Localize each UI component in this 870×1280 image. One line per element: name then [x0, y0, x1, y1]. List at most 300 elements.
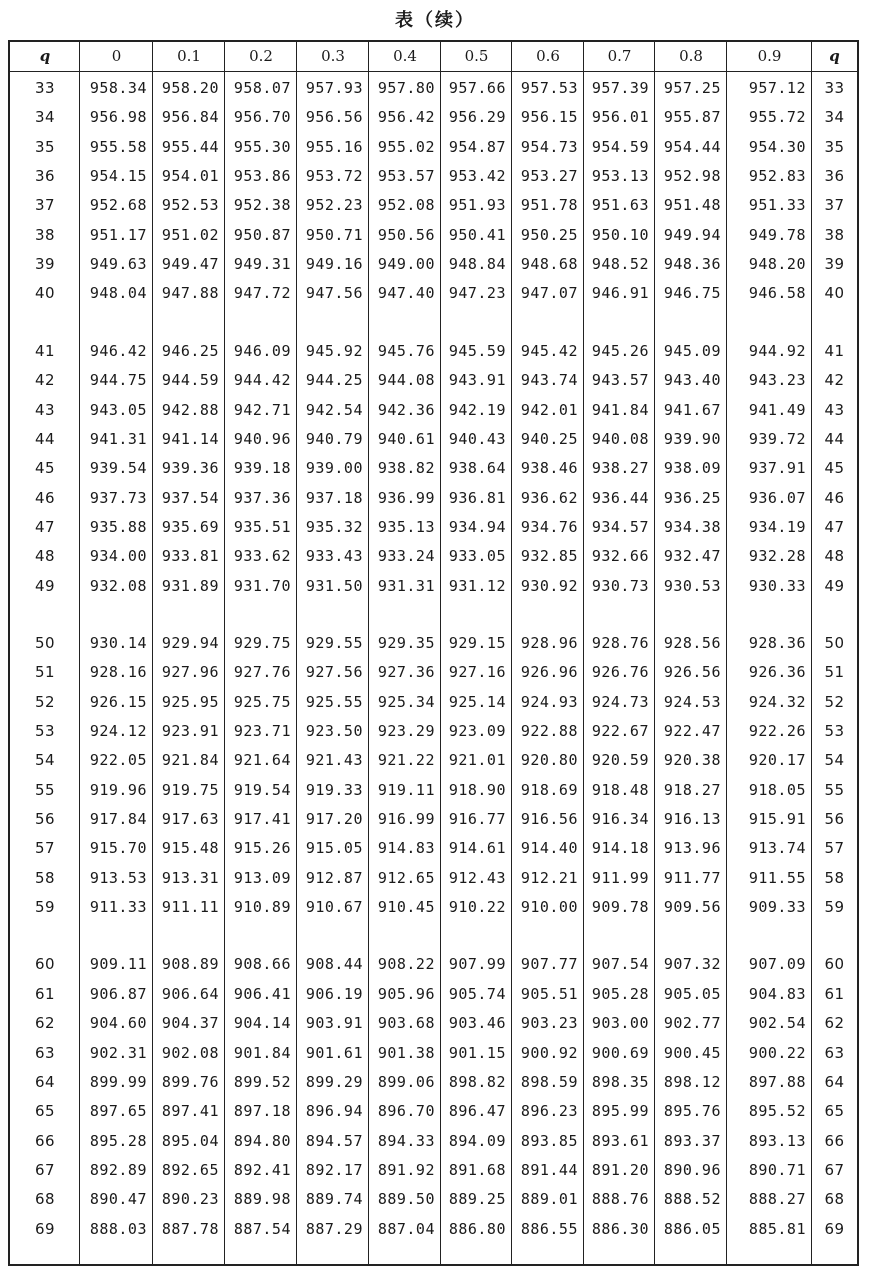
table-cell: 903.46 — [448, 1014, 506, 1033]
table-cell: 941.14 — [161, 429, 219, 448]
table-cell: 930.53 — [663, 576, 721, 595]
table-cell: 911.11 — [161, 898, 219, 917]
table-cell: 927.16 — [448, 663, 506, 682]
table-cell: 922.05 — [89, 751, 147, 770]
table-cell: 898.35 — [591, 1072, 649, 1091]
table-row — [10, 542, 857, 570]
table-cell: 933.05 — [448, 547, 506, 566]
table-cell: 955.30 — [233, 137, 291, 156]
table-row — [10, 776, 857, 804]
table-cell: 957.93 — [305, 79, 363, 97]
table-cell: 905.51 — [520, 984, 578, 1003]
row-q-right: 56 — [824, 810, 845, 829]
column-header: 0.2 — [249, 47, 273, 65]
table-cell: 909.56 — [663, 898, 721, 917]
table-cell: 955.87 — [663, 108, 721, 127]
table-cell: 899.52 — [233, 1072, 291, 1091]
table-cell: 940.25 — [520, 429, 578, 448]
table-row — [10, 629, 857, 657]
row-q-left: 65 — [34, 1102, 56, 1121]
row-q-right: 67 — [824, 1160, 845, 1179]
table-cell: 899.99 — [89, 1072, 147, 1091]
column-header: 0.5 — [464, 47, 489, 65]
table-cell: 915.70 — [89, 839, 147, 858]
table-cell: 944.42 — [233, 371, 291, 390]
row-q-right: 47 — [824, 517, 845, 536]
table-cell: 958.07 — [233, 79, 291, 97]
table-cell: 955.44 — [161, 137, 219, 156]
table-cell: 933.62 — [233, 547, 291, 566]
table-cell: 949.94 — [663, 225, 721, 244]
table-cell: 892.41 — [233, 1160, 291, 1179]
table-cell: 958.34 — [89, 79, 147, 97]
row-q-right: 48 — [824, 547, 845, 566]
table-cell: 913.53 — [89, 868, 147, 887]
table-cell: 952.83 — [748, 167, 806, 186]
table-cell: 917.20 — [305, 810, 363, 829]
table-cell: 955.02 — [377, 137, 435, 156]
table-cell: 929.55 — [305, 633, 363, 652]
row-q-left: 67 — [34, 1160, 56, 1179]
table-cell: 946.42 — [89, 341, 147, 360]
table-cell: 910.22 — [448, 898, 506, 917]
table-cell: 957.25 — [663, 79, 721, 97]
table-cell: 951.48 — [663, 196, 721, 215]
table-cell: 907.09 — [748, 955, 806, 974]
table-row — [10, 484, 857, 512]
table-cell: 898.12 — [663, 1072, 721, 1091]
table-cell: 921.43 — [305, 751, 363, 770]
table-cell: 925.55 — [305, 692, 363, 711]
table-cell: 953.86 — [233, 167, 291, 186]
table-cell: 892.65 — [161, 1160, 219, 1179]
row-q-right: 37 — [824, 196, 845, 215]
table-cell: 938.09 — [663, 459, 721, 478]
row-q-right: 62 — [824, 1014, 845, 1033]
table-cell: 909.11 — [89, 955, 147, 974]
table-cell: 914.18 — [591, 839, 649, 858]
table-cell: 930.33 — [748, 576, 806, 595]
table-cell: 916.77 — [448, 810, 506, 829]
table-cell: 948.52 — [591, 255, 649, 274]
table-cell: 903.68 — [377, 1014, 435, 1033]
table-cell: 942.36 — [377, 400, 435, 419]
table-cell: 924.53 — [663, 692, 721, 711]
table-cell: 903.91 — [305, 1014, 363, 1033]
table-row — [10, 396, 857, 424]
table-cell: 957.80 — [377, 79, 435, 97]
row-q-left: 42 — [34, 371, 56, 390]
table-cell: 902.31 — [89, 1043, 147, 1062]
table-cell: 952.53 — [161, 196, 219, 215]
column-header: q — [39, 47, 51, 65]
table-cell: 906.87 — [89, 984, 147, 1003]
table-cell: 957.39 — [591, 79, 649, 97]
row-q-right: 53 — [824, 722, 845, 740]
table-cell: 888.27 — [748, 1190, 806, 1209]
row-q-left: 69 — [34, 1219, 56, 1238]
table-cell: 943.40 — [663, 371, 721, 390]
table-cell: 904.14 — [233, 1014, 291, 1033]
table-cell: 942.71 — [233, 400, 291, 419]
table-cell: 951.93 — [448, 196, 506, 215]
table-cell: 888.03 — [89, 1219, 147, 1238]
table-cell: 896.94 — [305, 1102, 363, 1121]
table-cell: 932.85 — [520, 547, 578, 566]
table-cell: 945.76 — [377, 341, 435, 360]
table-cell: 951.33 — [748, 196, 806, 215]
table-cell: 928.16 — [89, 663, 147, 682]
row-q-left: 61 — [34, 984, 56, 1003]
row-q-right: 44 — [824, 429, 845, 448]
table-row — [10, 425, 857, 453]
row-q-right: 66 — [824, 1131, 845, 1150]
table-cell: 943.23 — [748, 371, 806, 390]
table-cell: 901.84 — [233, 1043, 291, 1062]
table-cell: 937.36 — [233, 488, 291, 507]
table-cell: 952.98 — [663, 167, 721, 186]
row-q-left: 39 — [34, 255, 56, 274]
table-cell: 942.01 — [520, 400, 578, 419]
table-cell: 951.17 — [89, 225, 147, 244]
table-cell: 950.71 — [305, 225, 363, 244]
table-cell: 943.91 — [448, 371, 506, 390]
table-cell: 902.77 — [663, 1014, 721, 1033]
table-row — [10, 893, 857, 921]
table-cell: 924.93 — [520, 692, 578, 711]
table-row — [10, 1039, 857, 1067]
table-cell: 944.75 — [89, 371, 147, 390]
table-cell: 918.27 — [663, 780, 721, 799]
row-q-left: 56 — [34, 810, 56, 829]
table-cell: 938.27 — [591, 459, 649, 478]
table-cell: 919.75 — [161, 780, 219, 799]
table-cell: 948.20 — [748, 255, 806, 274]
table-cell: 949.00 — [377, 255, 435, 274]
column-header: 0.8 — [679, 47, 703, 65]
table-cell: 936.07 — [748, 488, 806, 507]
table-cell: 894.33 — [377, 1131, 435, 1150]
table-cell: 886.55 — [520, 1219, 578, 1238]
table-cell: 928.76 — [591, 633, 649, 652]
row-q-right: 38 — [824, 225, 845, 244]
table-cell: 949.16 — [305, 255, 363, 274]
table-cell: 906.64 — [161, 984, 219, 1003]
row-q-right: 49 — [824, 576, 845, 595]
table-cell: 926.56 — [663, 663, 721, 682]
row-q-right: 41 — [824, 341, 845, 360]
table-cell: 930.73 — [591, 576, 649, 595]
table-cell: 956.70 — [233, 108, 291, 127]
table-cell: 908.22 — [377, 955, 435, 974]
table-cell: 943.57 — [591, 371, 649, 390]
table-row — [10, 1068, 857, 1096]
table-cell: 940.43 — [448, 429, 506, 448]
table-cell: 904.60 — [89, 1014, 147, 1033]
table-cell: 885.81 — [748, 1219, 806, 1238]
table-cell: 949.47 — [161, 255, 219, 274]
table-cell: 889.01 — [520, 1190, 578, 1209]
table-cell: 912.65 — [377, 868, 435, 887]
table-row — [10, 513, 857, 541]
table-row — [10, 279, 857, 307]
row-q-left: 34 — [34, 108, 56, 127]
table-cell: 952.38 — [233, 196, 291, 215]
table-cell: 923.91 — [161, 722, 219, 740]
table-cell: 941.31 — [89, 429, 147, 448]
table-cell: 947.72 — [233, 284, 291, 303]
row-q-right: 39 — [824, 255, 845, 274]
table-cell: 945.26 — [591, 341, 649, 360]
row-q-right: 69 — [824, 1219, 845, 1238]
table-cell: 932.28 — [748, 547, 806, 566]
table-cell: 901.61 — [305, 1043, 363, 1062]
table-cell: 956.98 — [89, 108, 147, 127]
table-cell: 897.41 — [161, 1102, 219, 1121]
row-q-right: 33 — [824, 79, 845, 97]
table-cell: 941.84 — [591, 400, 649, 419]
table-cell: 936.81 — [448, 488, 506, 507]
table-cell: 953.13 — [591, 167, 649, 186]
table-cell: 932.66 — [591, 547, 649, 566]
table-header-row — [10, 42, 857, 72]
table-row — [10, 1009, 857, 1037]
table-cell: 912.87 — [305, 868, 363, 887]
table-cell: 891.92 — [377, 1160, 435, 1179]
table-cell: 911.33 — [89, 898, 147, 917]
row-q-right: 52 — [824, 692, 845, 711]
table-cell: 944.92 — [748, 341, 806, 360]
column-header: 0.3 — [321, 47, 345, 65]
row-q-right: 36 — [824, 167, 845, 186]
table-cell: 922.47 — [663, 722, 721, 740]
table-cell: 895.99 — [591, 1102, 649, 1121]
table-cell: 905.96 — [377, 984, 435, 1003]
table-cell: 956.42 — [377, 108, 435, 127]
table-cell: 948.36 — [663, 255, 721, 274]
table-cell: 895.04 — [161, 1131, 219, 1150]
table-cell: 916.13 — [663, 810, 721, 829]
row-q-right: 51 — [824, 663, 845, 682]
table-cell: 900.22 — [748, 1043, 806, 1062]
table-cell: 950.87 — [233, 225, 291, 244]
table-cell: 896.47 — [448, 1102, 506, 1121]
table-cell: 921.64 — [233, 751, 291, 770]
table-cell: 890.71 — [748, 1160, 806, 1179]
table-row — [10, 454, 857, 482]
row-q-left: 40 — [34, 284, 56, 303]
table-cell: 939.72 — [748, 429, 806, 448]
table-cell: 916.34 — [591, 810, 649, 829]
table-row — [10, 191, 857, 219]
table-cell: 919.54 — [233, 780, 291, 799]
table-row — [10, 1185, 857, 1213]
table-cell: 929.15 — [448, 633, 506, 652]
table-cell: 952.68 — [89, 196, 147, 215]
table-cell: 924.12 — [89, 722, 147, 740]
table-cell: 936.44 — [591, 488, 649, 507]
table-cell: 936.99 — [377, 488, 435, 507]
table-cell: 944.25 — [305, 371, 363, 390]
table-cell: 934.38 — [663, 517, 721, 536]
table-cell: 898.59 — [520, 1072, 578, 1091]
table-cell: 893.37 — [663, 1131, 721, 1150]
row-q-left: 51 — [34, 663, 56, 682]
table-cell: 907.32 — [663, 955, 721, 974]
table-cell: 953.72 — [305, 167, 363, 186]
table-cell: 922.26 — [748, 722, 806, 740]
column-header: 0.6 — [536, 47, 560, 65]
table-cell: 954.59 — [591, 137, 649, 156]
table-cell: 934.76 — [520, 517, 578, 536]
table-cell: 947.88 — [161, 284, 219, 303]
table-cell: 931.70 — [233, 576, 291, 595]
table-cell: 935.69 — [161, 517, 219, 536]
table-cell: 920.38 — [663, 751, 721, 770]
table-cell: 943.74 — [520, 371, 578, 390]
table-cell: 946.09 — [233, 341, 291, 360]
table-cell: 945.59 — [448, 341, 506, 360]
table-cell: 889.50 — [377, 1190, 435, 1209]
row-q-left: 62 — [34, 1014, 56, 1033]
row-q-right: 63 — [824, 1043, 845, 1062]
table-cell: 915.48 — [161, 839, 219, 858]
table-cell: 888.76 — [591, 1190, 649, 1209]
table-cell: 902.54 — [748, 1014, 806, 1033]
row-q-left: 43 — [34, 400, 56, 419]
table-cell: 938.46 — [520, 459, 578, 478]
table-cell: 956.15 — [520, 108, 578, 127]
table-cell: 904.83 — [748, 984, 806, 1003]
row-q-left: 36 — [34, 167, 56, 186]
table-row — [10, 250, 857, 278]
table-cell: 892.17 — [305, 1160, 363, 1179]
table-cell: 957.66 — [448, 79, 506, 97]
table-cell: 937.54 — [161, 488, 219, 507]
table-cell: 889.74 — [305, 1190, 363, 1209]
table-cell: 944.59 — [161, 371, 219, 390]
row-q-right: 42 — [824, 371, 845, 390]
table-cell: 899.76 — [161, 1072, 219, 1091]
table-cell: 896.23 — [520, 1102, 578, 1121]
table-cell: 925.75 — [233, 692, 291, 711]
table-cell: 929.94 — [161, 633, 219, 652]
table-cell: 906.19 — [305, 984, 363, 1003]
table-cell: 912.43 — [448, 868, 506, 887]
table-cell: 899.06 — [377, 1072, 435, 1091]
table-cell: 925.95 — [161, 692, 219, 711]
table-cell: 955.16 — [305, 137, 363, 156]
table-row — [10, 746, 857, 774]
table-row — [10, 337, 857, 365]
table-cell: 925.34 — [377, 692, 435, 711]
row-q-right: 40 — [824, 284, 845, 303]
column-header: q — [829, 47, 840, 65]
table-cell: 927.56 — [305, 663, 363, 682]
table-cell: 916.99 — [377, 810, 435, 829]
table-cell: 889.25 — [448, 1190, 506, 1209]
table-cell: 898.82 — [448, 1072, 506, 1091]
table-cell: 942.88 — [161, 400, 219, 419]
column-header: 0.1 — [177, 47, 201, 65]
table-cell: 932.47 — [663, 547, 721, 566]
table-cell: 931.12 — [448, 576, 506, 595]
table-cell: 889.98 — [233, 1190, 291, 1209]
row-q-left: 57 — [34, 839, 56, 858]
table-cell: 931.89 — [161, 576, 219, 595]
row-q-right: 35 — [824, 137, 845, 156]
table-row — [10, 366, 857, 394]
table-cell: 942.19 — [448, 400, 506, 419]
table-cell: 908.89 — [161, 955, 219, 974]
table-cell: 939.90 — [663, 429, 721, 448]
table-cell: 939.36 — [161, 459, 219, 478]
row-q-right: 54 — [824, 751, 845, 770]
row-q-left: 68 — [34, 1190, 56, 1209]
table-cell: 918.69 — [520, 780, 578, 799]
table-cell: 937.18 — [305, 488, 363, 507]
table-cell: 890.47 — [89, 1190, 147, 1209]
table-row — [10, 133, 857, 161]
table-cell: 918.05 — [748, 780, 806, 799]
table-cell: 927.76 — [233, 663, 291, 682]
table-cell: 906.41 — [233, 984, 291, 1003]
table-cell: 916.56 — [520, 810, 578, 829]
table-cell: 947.56 — [305, 284, 363, 303]
table-cell: 930.14 — [89, 633, 147, 652]
table-cell: 900.92 — [520, 1043, 578, 1062]
table-cell: 938.64 — [448, 459, 506, 478]
table-cell: 956.29 — [448, 108, 506, 127]
table-cell: 910.89 — [233, 898, 291, 917]
table-cell: 945.09 — [663, 341, 721, 360]
table-cell: 910.45 — [377, 898, 435, 917]
table-row — [10, 864, 857, 892]
table-cell: 897.65 — [89, 1102, 147, 1121]
table-cell: 934.94 — [448, 517, 506, 536]
row-q-left: 64 — [34, 1072, 56, 1091]
table-cell: 941.67 — [663, 400, 721, 419]
row-q-left: 49 — [34, 576, 56, 595]
table-cell: 924.32 — [748, 692, 806, 711]
table-cell: 947.23 — [448, 284, 506, 303]
table-cell: 944.08 — [377, 371, 435, 390]
table-cell: 950.25 — [520, 225, 578, 244]
table-cell: 939.18 — [233, 459, 291, 478]
table-cell: 956.84 — [161, 108, 219, 127]
table-cell: 949.63 — [89, 255, 147, 274]
table-cell: 940.08 — [591, 429, 649, 448]
table-cell: 901.38 — [377, 1043, 435, 1062]
table-cell: 915.91 — [748, 810, 806, 829]
table-cell: 915.05 — [305, 839, 363, 858]
table-cell: 933.43 — [305, 547, 363, 566]
table-row — [10, 1215, 857, 1243]
data-table — [8, 40, 859, 1266]
table-cell: 907.77 — [520, 955, 578, 974]
table-cell: 935.51 — [233, 517, 291, 536]
table-cell: 919.11 — [377, 780, 435, 799]
table-row — [10, 658, 857, 686]
table-cell: 938.82 — [377, 459, 435, 478]
column-header: 0 — [111, 47, 122, 65]
table-cell: 908.66 — [233, 955, 291, 974]
table-row — [10, 688, 857, 716]
table-cell: 931.31 — [377, 576, 435, 595]
table-cell: 949.78 — [748, 225, 806, 244]
table-cell: 951.63 — [591, 196, 649, 215]
table-cell: 918.90 — [448, 780, 506, 799]
